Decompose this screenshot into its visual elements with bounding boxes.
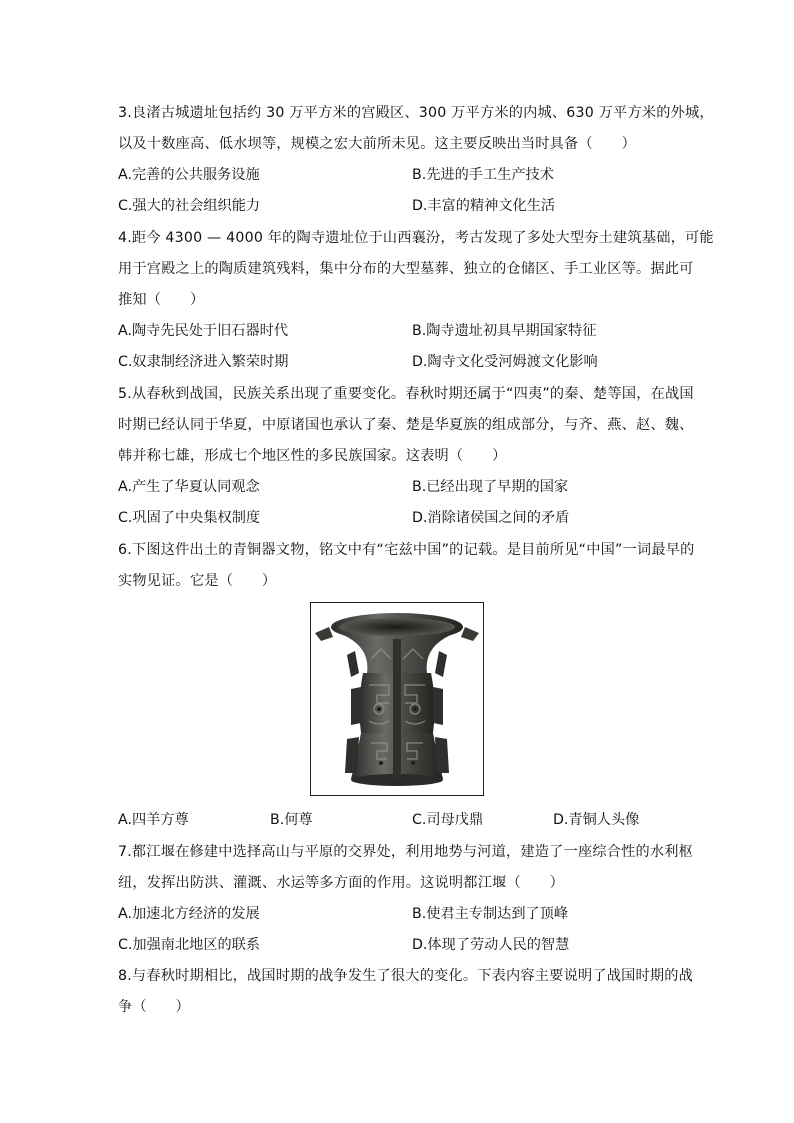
- q5-option-d[interactable]: D.消除诸侯国之间的矛盾: [412, 510, 570, 526]
- q6-option-b[interactable]: B.何尊: [270, 812, 313, 828]
- q5-stem-line2: 时期已经认同于华夏，中原诸国也承认了秦、楚是华夏族的组成部分，与齐、燕、赵、魏、: [118, 417, 694, 433]
- q7-stem-line1: 7.都江堰在修建中选择高山与平原的交界处，利用地势与河道，建造了一座综合性的水利枢: [118, 844, 694, 860]
- q6-option-d[interactable]: D.青铜人头像: [553, 812, 640, 828]
- q3-stem-line1: 3.良渚古城遗址包括约 30 万平方米的宫殿区、300 万平方米的内城、630 万平方米的外城，: [118, 105, 714, 121]
- bronze-zun-image: [311, 603, 483, 795]
- q6-stem-line1: 6.下图这件出土的青铜器文物，铭文中有“宅兹中国”的记载。是目前所见“中国”一词最早的: [118, 542, 695, 558]
- q4-stem-line3: 推知（ ）: [118, 292, 205, 308]
- q5-option-a[interactable]: A.产生了华夏认同观念: [118, 479, 260, 495]
- q3-option-d[interactable]: D.丰富的精神文化生活: [412, 198, 556, 214]
- q4-option-b[interactable]: B.陶寺遗址初具早期国家特征: [412, 323, 597, 339]
- q3-option-c[interactable]: C.强大的社会组织能力: [118, 198, 261, 214]
- q4-stem-line2: 用于宫殿之上的陶质建筑残料，集中分布的大型墓葬、独立的仓储区、手工业区等。据此可: [118, 261, 694, 277]
- q7-option-b[interactable]: B.使君主专制达到了顶峰: [412, 906, 569, 922]
- q5-stem-line1: 5.从春秋到战国，民族关系出现了重要变化。春秋时期还属于“四夷”的秦、楚等国，在战国: [118, 386, 694, 402]
- q3-option-b[interactable]: B.先进的手工生产技术: [412, 167, 554, 183]
- q4-option-a[interactable]: A.陶寺先民处于旧石器时代: [118, 323, 289, 339]
- bronze-vessel-figure: [310, 602, 484, 796]
- q8-stem-line2: 争（ ）: [118, 999, 190, 1015]
- q7-option-d[interactable]: D.体现了劳动人民的智慧: [412, 937, 570, 953]
- q4-option-d[interactable]: D.陶寺文化受河姆渡文化影响: [412, 354, 598, 370]
- q7-stem-line2: 纽，发挥出防洪、灌溉、水运等多方面的作用。这说明都江堰（ ）: [118, 875, 565, 891]
- q4-stem-line1: 4.距今 4300 — 4000 年的陶寺遗址位于山西襄汾，考古发现了多处大型夯土建筑基础，可能: [118, 230, 714, 246]
- q6-option-c[interactable]: C.司母戊鼎: [412, 812, 484, 828]
- q3-option-a[interactable]: A.完善的公共服务设施: [118, 167, 260, 183]
- q5-stem-line3: 韩并称七雄，形成七个地区性的多民族国家。这表明（ ）: [118, 448, 507, 464]
- q3-stem-line2: 以及十数座高、低水坝等，规模之宏大前所未见。这主要反映出当时具备（ ）: [118, 136, 636, 152]
- q7-option-c[interactable]: C.加强南北地区的联系: [118, 937, 261, 953]
- q6-option-a[interactable]: A.四羊方尊: [118, 812, 189, 828]
- q8-stem-line1: 8.与春秋时期相比，战国时期的战争发生了很大的变化。下表内容主要说明了战国时期的战: [118, 968, 694, 984]
- q4-option-c[interactable]: C.奴隶制经济进入繁荣时期: [118, 354, 289, 370]
- q5-option-b[interactable]: B.已经出现了早期的国家: [412, 479, 569, 495]
- q5-option-c[interactable]: C.巩固了中央集权制度: [118, 510, 261, 526]
- q6-stem-line2: 实物见证。它是（ ）: [118, 573, 277, 589]
- q7-option-a[interactable]: A.加速北方经济的发展: [118, 906, 260, 922]
